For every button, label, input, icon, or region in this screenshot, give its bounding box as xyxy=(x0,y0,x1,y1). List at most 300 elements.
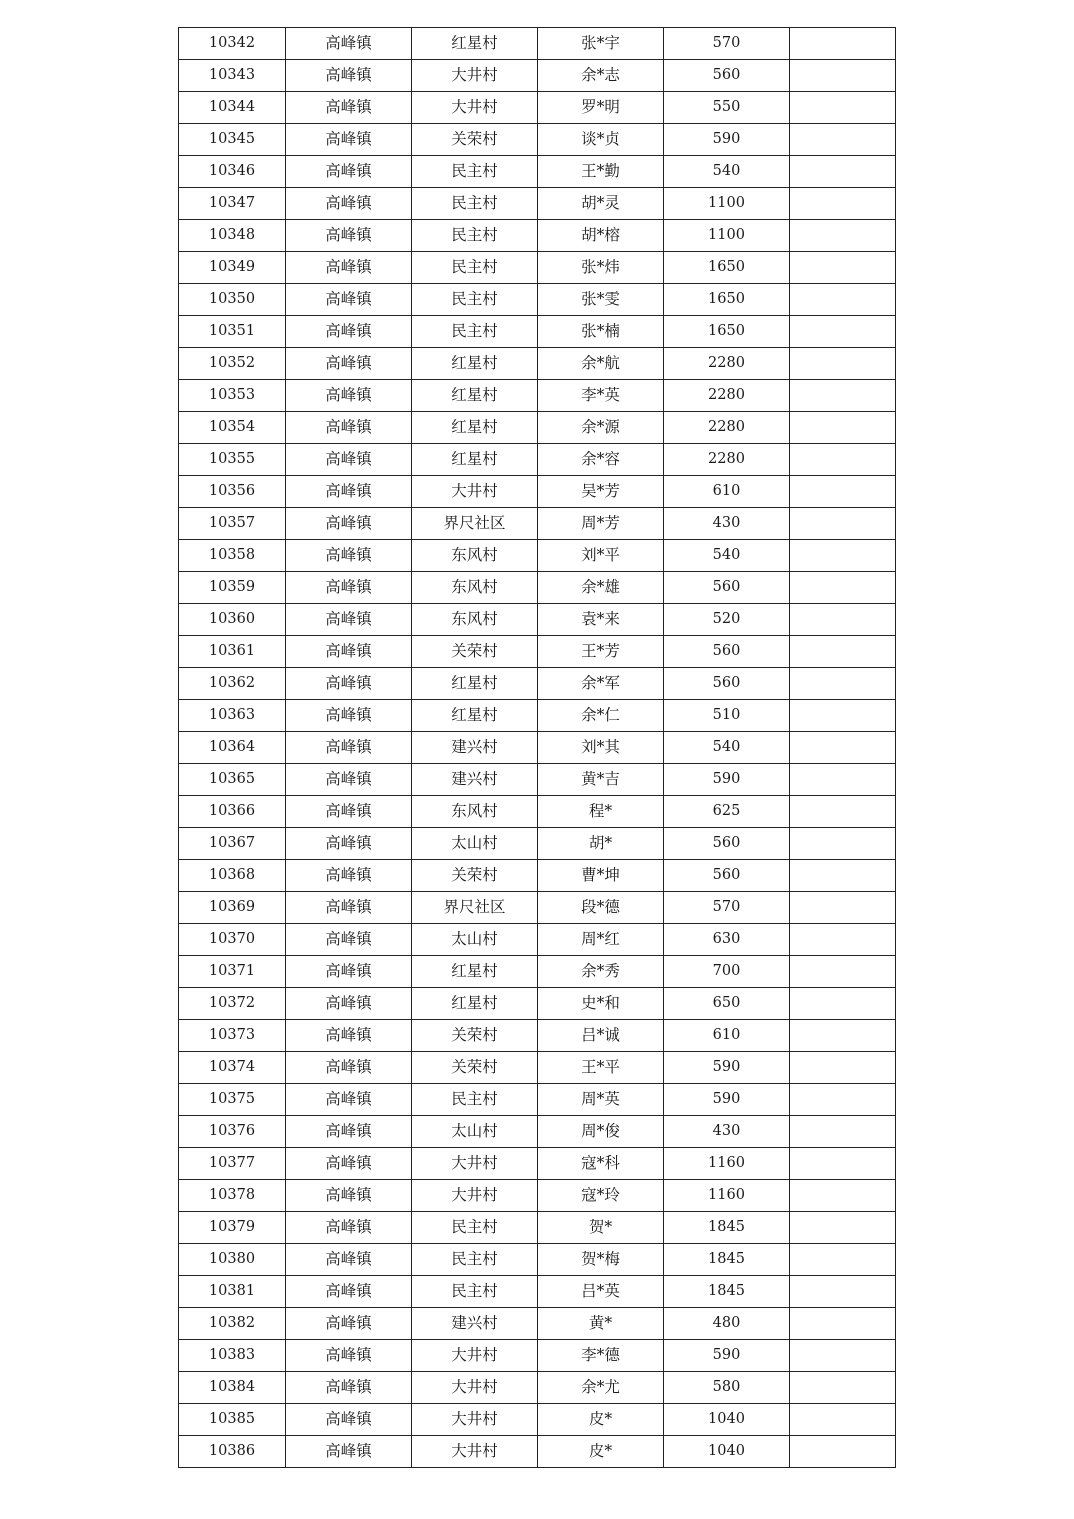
town-cell: 高峰镇 xyxy=(286,764,412,796)
record-id-cell: 10368 xyxy=(179,860,286,892)
village-cell: 关荣村 xyxy=(412,636,538,668)
amount-cell: 570 xyxy=(664,28,790,60)
town-cell: 高峰镇 xyxy=(286,476,412,508)
person-name-cell: 王*勤 xyxy=(538,156,664,188)
record-id-cell: 10373 xyxy=(179,1020,286,1052)
person-name-cell: 余*仁 xyxy=(538,700,664,732)
table-row xyxy=(179,1116,896,1148)
note-cell xyxy=(790,1052,896,1084)
note-cell xyxy=(790,1020,896,1052)
town-cell: 高峰镇 xyxy=(286,60,412,92)
person-name-cell: 张*楠 xyxy=(538,316,664,348)
amount-cell: 630 xyxy=(664,924,790,956)
town-cell: 高峰镇 xyxy=(286,1084,412,1116)
person-name-cell: 周*芳 xyxy=(538,508,664,540)
village-cell: 关荣村 xyxy=(412,1020,538,1052)
amount-cell: 480 xyxy=(664,1308,790,1340)
person-name-cell: 余*航 xyxy=(538,348,664,380)
note-cell xyxy=(790,1148,896,1180)
table-row xyxy=(179,636,896,668)
record-id-cell: 10351 xyxy=(179,316,286,348)
amount-cell: 1040 xyxy=(664,1436,790,1468)
note-cell xyxy=(790,28,896,60)
amount-cell: 590 xyxy=(664,1052,790,1084)
town-cell: 高峰镇 xyxy=(286,1244,412,1276)
note-cell xyxy=(790,1244,896,1276)
person-name-cell: 刘*其 xyxy=(538,732,664,764)
person-name-cell: 周*英 xyxy=(538,1084,664,1116)
note-cell xyxy=(790,572,896,604)
town-cell: 高峰镇 xyxy=(286,124,412,156)
table-row xyxy=(179,508,896,540)
person-name-cell: 余*军 xyxy=(538,668,664,700)
town-cell: 高峰镇 xyxy=(286,924,412,956)
table-row xyxy=(179,732,896,764)
town-cell: 高峰镇 xyxy=(286,892,412,924)
table-row xyxy=(179,1148,896,1180)
village-cell: 太山村 xyxy=(412,828,538,860)
amount-cell: 430 xyxy=(664,508,790,540)
table-row xyxy=(179,1276,896,1308)
person-name-cell: 皮* xyxy=(538,1436,664,1468)
amount-cell: 1100 xyxy=(664,188,790,220)
amount-cell: 2280 xyxy=(664,348,790,380)
note-cell xyxy=(790,860,896,892)
amount-cell: 540 xyxy=(664,156,790,188)
person-name-cell: 史*和 xyxy=(538,988,664,1020)
record-id-cell: 10352 xyxy=(179,348,286,380)
town-cell: 高峰镇 xyxy=(286,1404,412,1436)
town-cell: 高峰镇 xyxy=(286,92,412,124)
person-name-cell: 余*尤 xyxy=(538,1372,664,1404)
amount-cell: 1845 xyxy=(664,1244,790,1276)
record-id-cell: 10367 xyxy=(179,828,286,860)
amount-cell: 1160 xyxy=(664,1148,790,1180)
person-name-cell: 余*志 xyxy=(538,60,664,92)
person-name-cell: 李*德 xyxy=(538,1340,664,1372)
village-cell: 民主村 xyxy=(412,188,538,220)
village-cell: 关荣村 xyxy=(412,860,538,892)
note-cell xyxy=(790,988,896,1020)
record-id-cell: 10347 xyxy=(179,188,286,220)
amount-cell: 430 xyxy=(664,1116,790,1148)
amount-cell: 2280 xyxy=(664,380,790,412)
note-cell xyxy=(790,668,896,700)
town-cell: 高峰镇 xyxy=(286,1116,412,1148)
village-cell: 界尺社区 xyxy=(412,508,538,540)
village-cell: 大井村 xyxy=(412,1372,538,1404)
note-cell xyxy=(790,1404,896,1436)
town-cell: 高峰镇 xyxy=(286,1436,412,1468)
table-row xyxy=(179,156,896,188)
person-name-cell: 刘*平 xyxy=(538,540,664,572)
village-cell: 红星村 xyxy=(412,668,538,700)
note-cell xyxy=(790,284,896,316)
record-id-cell: 10346 xyxy=(179,156,286,188)
person-name-cell: 余*雄 xyxy=(538,572,664,604)
table-row xyxy=(179,124,896,156)
record-id-cell: 10360 xyxy=(179,604,286,636)
town-cell: 高峰镇 xyxy=(286,380,412,412)
person-name-cell: 寇*科 xyxy=(538,1148,664,1180)
person-name-cell: 胡*灵 xyxy=(538,188,664,220)
town-cell: 高峰镇 xyxy=(286,188,412,220)
note-cell xyxy=(790,924,896,956)
record-id-cell: 10379 xyxy=(179,1212,286,1244)
note-cell xyxy=(790,956,896,988)
record-id-cell: 10354 xyxy=(179,412,286,444)
record-id-cell: 10357 xyxy=(179,508,286,540)
person-name-cell: 袁*来 xyxy=(538,604,664,636)
amount-cell: 1650 xyxy=(664,252,790,284)
town-cell: 高峰镇 xyxy=(286,604,412,636)
note-cell xyxy=(790,60,896,92)
table-row xyxy=(179,92,896,124)
village-cell: 建兴村 xyxy=(412,732,538,764)
village-cell: 东风村 xyxy=(412,604,538,636)
town-cell: 高峰镇 xyxy=(286,444,412,476)
amount-cell: 540 xyxy=(664,540,790,572)
note-cell xyxy=(790,252,896,284)
record-id-cell: 10377 xyxy=(179,1148,286,1180)
record-id-cell: 10363 xyxy=(179,700,286,732)
village-cell: 建兴村 xyxy=(412,764,538,796)
amount-cell: 1845 xyxy=(664,1276,790,1308)
town-cell: 高峰镇 xyxy=(286,508,412,540)
record-id-cell: 10386 xyxy=(179,1436,286,1468)
note-cell xyxy=(790,508,896,540)
person-name-cell: 余*源 xyxy=(538,412,664,444)
record-id-cell: 10366 xyxy=(179,796,286,828)
town-cell: 高峰镇 xyxy=(286,988,412,1020)
village-cell: 民主村 xyxy=(412,220,538,252)
amount-cell: 2280 xyxy=(664,412,790,444)
record-id-cell: 10342 xyxy=(179,28,286,60)
record-id-cell: 10344 xyxy=(179,92,286,124)
amount-cell: 590 xyxy=(664,1084,790,1116)
village-cell: 关荣村 xyxy=(412,124,538,156)
town-cell: 高峰镇 xyxy=(286,252,412,284)
person-name-cell: 王*芳 xyxy=(538,636,664,668)
note-cell xyxy=(790,636,896,668)
note-cell xyxy=(790,1340,896,1372)
town-cell: 高峰镇 xyxy=(286,1340,412,1372)
town-cell: 高峰镇 xyxy=(286,956,412,988)
town-cell: 高峰镇 xyxy=(286,284,412,316)
table-row xyxy=(179,252,896,284)
record-id-cell: 10349 xyxy=(179,252,286,284)
table-row xyxy=(179,220,896,252)
record-id-cell: 10371 xyxy=(179,956,286,988)
person-name-cell: 余*秀 xyxy=(538,956,664,988)
amount-cell: 1650 xyxy=(664,284,790,316)
table-row xyxy=(179,188,896,220)
note-cell xyxy=(790,1116,896,1148)
record-id-cell: 10381 xyxy=(179,1276,286,1308)
village-cell: 红星村 xyxy=(412,412,538,444)
amount-cell: 520 xyxy=(664,604,790,636)
table-row xyxy=(179,796,896,828)
person-name-cell: 程* xyxy=(538,796,664,828)
person-name-cell: 周*红 xyxy=(538,924,664,956)
village-cell: 民主村 xyxy=(412,1212,538,1244)
person-name-cell: 曹*坤 xyxy=(538,860,664,892)
village-cell: 东风村 xyxy=(412,796,538,828)
village-cell: 东风村 xyxy=(412,572,538,604)
table-row xyxy=(179,1180,896,1212)
note-cell xyxy=(790,892,896,924)
table-row xyxy=(179,604,896,636)
note-cell xyxy=(790,380,896,412)
subsidy-table xyxy=(178,27,896,1468)
person-name-cell: 皮* xyxy=(538,1404,664,1436)
amount-cell: 580 xyxy=(664,1372,790,1404)
amount-cell: 650 xyxy=(664,988,790,1020)
town-cell: 高峰镇 xyxy=(286,316,412,348)
table-row xyxy=(179,924,896,956)
village-cell: 建兴村 xyxy=(412,1308,538,1340)
amount-cell: 1040 xyxy=(664,1404,790,1436)
village-cell: 大井村 xyxy=(412,1436,538,1468)
village-cell: 大井村 xyxy=(412,476,538,508)
table-row xyxy=(179,1020,896,1052)
record-id-cell: 10353 xyxy=(179,380,286,412)
record-id-cell: 10380 xyxy=(179,1244,286,1276)
town-cell: 高峰镇 xyxy=(286,1020,412,1052)
town-cell: 高峰镇 xyxy=(286,668,412,700)
person-name-cell: 谈*贞 xyxy=(538,124,664,156)
record-id-cell: 10364 xyxy=(179,732,286,764)
village-cell: 大井村 xyxy=(412,1148,538,1180)
record-id-cell: 10375 xyxy=(179,1084,286,1116)
person-name-cell: 胡*榕 xyxy=(538,220,664,252)
note-cell xyxy=(790,444,896,476)
village-cell: 民主村 xyxy=(412,1084,538,1116)
table-row xyxy=(179,1084,896,1116)
person-name-cell: 周*俊 xyxy=(538,1116,664,1148)
table-row xyxy=(179,284,896,316)
town-cell: 高峰镇 xyxy=(286,1148,412,1180)
village-cell: 大井村 xyxy=(412,92,538,124)
note-cell xyxy=(790,1436,896,1468)
person-name-cell: 吕*诚 xyxy=(538,1020,664,1052)
record-id-cell: 10358 xyxy=(179,540,286,572)
person-name-cell: 余*容 xyxy=(538,444,664,476)
town-cell: 高峰镇 xyxy=(286,828,412,860)
table-row xyxy=(179,1340,896,1372)
note-cell xyxy=(790,732,896,764)
note-cell xyxy=(790,1276,896,1308)
record-id-cell: 10350 xyxy=(179,284,286,316)
village-cell: 红星村 xyxy=(412,348,538,380)
note-cell xyxy=(790,156,896,188)
record-id-cell: 10362 xyxy=(179,668,286,700)
town-cell: 高峰镇 xyxy=(286,700,412,732)
amount-cell: 590 xyxy=(664,124,790,156)
record-id-cell: 10376 xyxy=(179,1116,286,1148)
village-cell: 太山村 xyxy=(412,1116,538,1148)
record-id-cell: 10383 xyxy=(179,1340,286,1372)
note-cell xyxy=(790,1084,896,1116)
person-name-cell: 张*宇 xyxy=(538,28,664,60)
village-cell: 民主村 xyxy=(412,252,538,284)
person-name-cell: 张*炜 xyxy=(538,252,664,284)
table-row xyxy=(179,1372,896,1404)
record-id-cell: 10374 xyxy=(179,1052,286,1084)
record-id-cell: 10355 xyxy=(179,444,286,476)
table-row xyxy=(179,764,896,796)
town-cell: 高峰镇 xyxy=(286,220,412,252)
amount-cell: 2280 xyxy=(664,444,790,476)
amount-cell: 560 xyxy=(664,60,790,92)
table-row xyxy=(179,316,896,348)
record-id-cell: 10378 xyxy=(179,1180,286,1212)
village-cell: 红星村 xyxy=(412,444,538,476)
village-cell: 大井村 xyxy=(412,1404,538,1436)
amount-cell: 560 xyxy=(664,572,790,604)
note-cell xyxy=(790,348,896,380)
table-body xyxy=(179,28,896,1468)
table-row xyxy=(179,860,896,892)
town-cell: 高峰镇 xyxy=(286,860,412,892)
note-cell xyxy=(790,220,896,252)
table-row xyxy=(179,28,896,60)
amount-cell: 610 xyxy=(664,1020,790,1052)
table-row xyxy=(179,1244,896,1276)
note-cell xyxy=(790,1308,896,1340)
town-cell: 高峰镇 xyxy=(286,412,412,444)
table-row xyxy=(179,988,896,1020)
amount-cell: 550 xyxy=(664,92,790,124)
village-cell: 民主村 xyxy=(412,284,538,316)
note-cell xyxy=(790,828,896,860)
town-cell: 高峰镇 xyxy=(286,1308,412,1340)
amount-cell: 1650 xyxy=(664,316,790,348)
person-name-cell: 段*德 xyxy=(538,892,664,924)
village-cell: 红星村 xyxy=(412,988,538,1020)
person-name-cell: 王*平 xyxy=(538,1052,664,1084)
village-cell: 民主村 xyxy=(412,156,538,188)
amount-cell: 510 xyxy=(664,700,790,732)
record-id-cell: 10385 xyxy=(179,1404,286,1436)
table-row xyxy=(179,668,896,700)
village-cell: 民主村 xyxy=(412,1244,538,1276)
amount-cell: 700 xyxy=(664,956,790,988)
note-cell xyxy=(790,476,896,508)
village-cell: 红星村 xyxy=(412,28,538,60)
note-cell xyxy=(790,124,896,156)
town-cell: 高峰镇 xyxy=(286,156,412,188)
table-row xyxy=(179,380,896,412)
town-cell: 高峰镇 xyxy=(286,732,412,764)
amount-cell: 1100 xyxy=(664,220,790,252)
town-cell: 高峰镇 xyxy=(286,348,412,380)
note-cell xyxy=(790,1372,896,1404)
village-cell: 界尺社区 xyxy=(412,892,538,924)
village-cell: 民主村 xyxy=(412,316,538,348)
record-id-cell: 10348 xyxy=(179,220,286,252)
town-cell: 高峰镇 xyxy=(286,1276,412,1308)
record-id-cell: 10382 xyxy=(179,1308,286,1340)
note-cell xyxy=(790,1212,896,1244)
town-cell: 高峰镇 xyxy=(286,1052,412,1084)
note-cell xyxy=(790,1180,896,1212)
village-cell: 大井村 xyxy=(412,60,538,92)
amount-cell: 590 xyxy=(664,764,790,796)
record-id-cell: 10343 xyxy=(179,60,286,92)
amount-cell: 560 xyxy=(664,636,790,668)
amount-cell: 570 xyxy=(664,892,790,924)
person-name-cell: 吴*芳 xyxy=(538,476,664,508)
amount-cell: 1845 xyxy=(664,1212,790,1244)
person-name-cell: 罗*明 xyxy=(538,92,664,124)
table-row xyxy=(179,1436,896,1468)
village-cell: 红星村 xyxy=(412,700,538,732)
record-id-cell: 10345 xyxy=(179,124,286,156)
village-cell: 红星村 xyxy=(412,380,538,412)
amount-cell: 560 xyxy=(664,668,790,700)
note-cell xyxy=(790,700,896,732)
town-cell: 高峰镇 xyxy=(286,796,412,828)
table-row xyxy=(179,476,896,508)
town-cell: 高峰镇 xyxy=(286,1372,412,1404)
amount-cell: 625 xyxy=(664,796,790,828)
village-cell: 大井村 xyxy=(412,1340,538,1372)
town-cell: 高峰镇 xyxy=(286,636,412,668)
table-row xyxy=(179,348,896,380)
person-name-cell: 贺* xyxy=(538,1212,664,1244)
table-row xyxy=(179,1052,896,1084)
table-row xyxy=(179,828,896,860)
amount-cell: 560 xyxy=(664,828,790,860)
table-row xyxy=(179,444,896,476)
table-row xyxy=(179,892,896,924)
record-id-cell: 10359 xyxy=(179,572,286,604)
person-name-cell: 吕*英 xyxy=(538,1276,664,1308)
town-cell: 高峰镇 xyxy=(286,572,412,604)
record-id-cell: 10361 xyxy=(179,636,286,668)
note-cell xyxy=(790,604,896,636)
village-cell: 民主村 xyxy=(412,1276,538,1308)
table-row xyxy=(179,540,896,572)
table-row xyxy=(179,1308,896,1340)
person-name-cell: 寇*玲 xyxy=(538,1180,664,1212)
town-cell: 高峰镇 xyxy=(286,1212,412,1244)
person-name-cell: 李*英 xyxy=(538,380,664,412)
record-id-cell: 10384 xyxy=(179,1372,286,1404)
record-id-cell: 10365 xyxy=(179,764,286,796)
note-cell xyxy=(790,540,896,572)
table-row xyxy=(179,572,896,604)
village-cell: 红星村 xyxy=(412,956,538,988)
table-row xyxy=(179,1404,896,1436)
table-row xyxy=(179,1212,896,1244)
record-id-cell: 10370 xyxy=(179,924,286,956)
table-row xyxy=(179,412,896,444)
note-cell xyxy=(790,764,896,796)
table-row xyxy=(179,700,896,732)
note-cell xyxy=(790,92,896,124)
person-name-cell: 黄* xyxy=(538,1308,664,1340)
village-cell: 太山村 xyxy=(412,924,538,956)
amount-cell: 540 xyxy=(664,732,790,764)
amount-cell: 610 xyxy=(664,476,790,508)
town-cell: 高峰镇 xyxy=(286,540,412,572)
person-name-cell: 张*雯 xyxy=(538,284,664,316)
town-cell: 高峰镇 xyxy=(286,28,412,60)
table-row xyxy=(179,956,896,988)
record-id-cell: 10372 xyxy=(179,988,286,1020)
